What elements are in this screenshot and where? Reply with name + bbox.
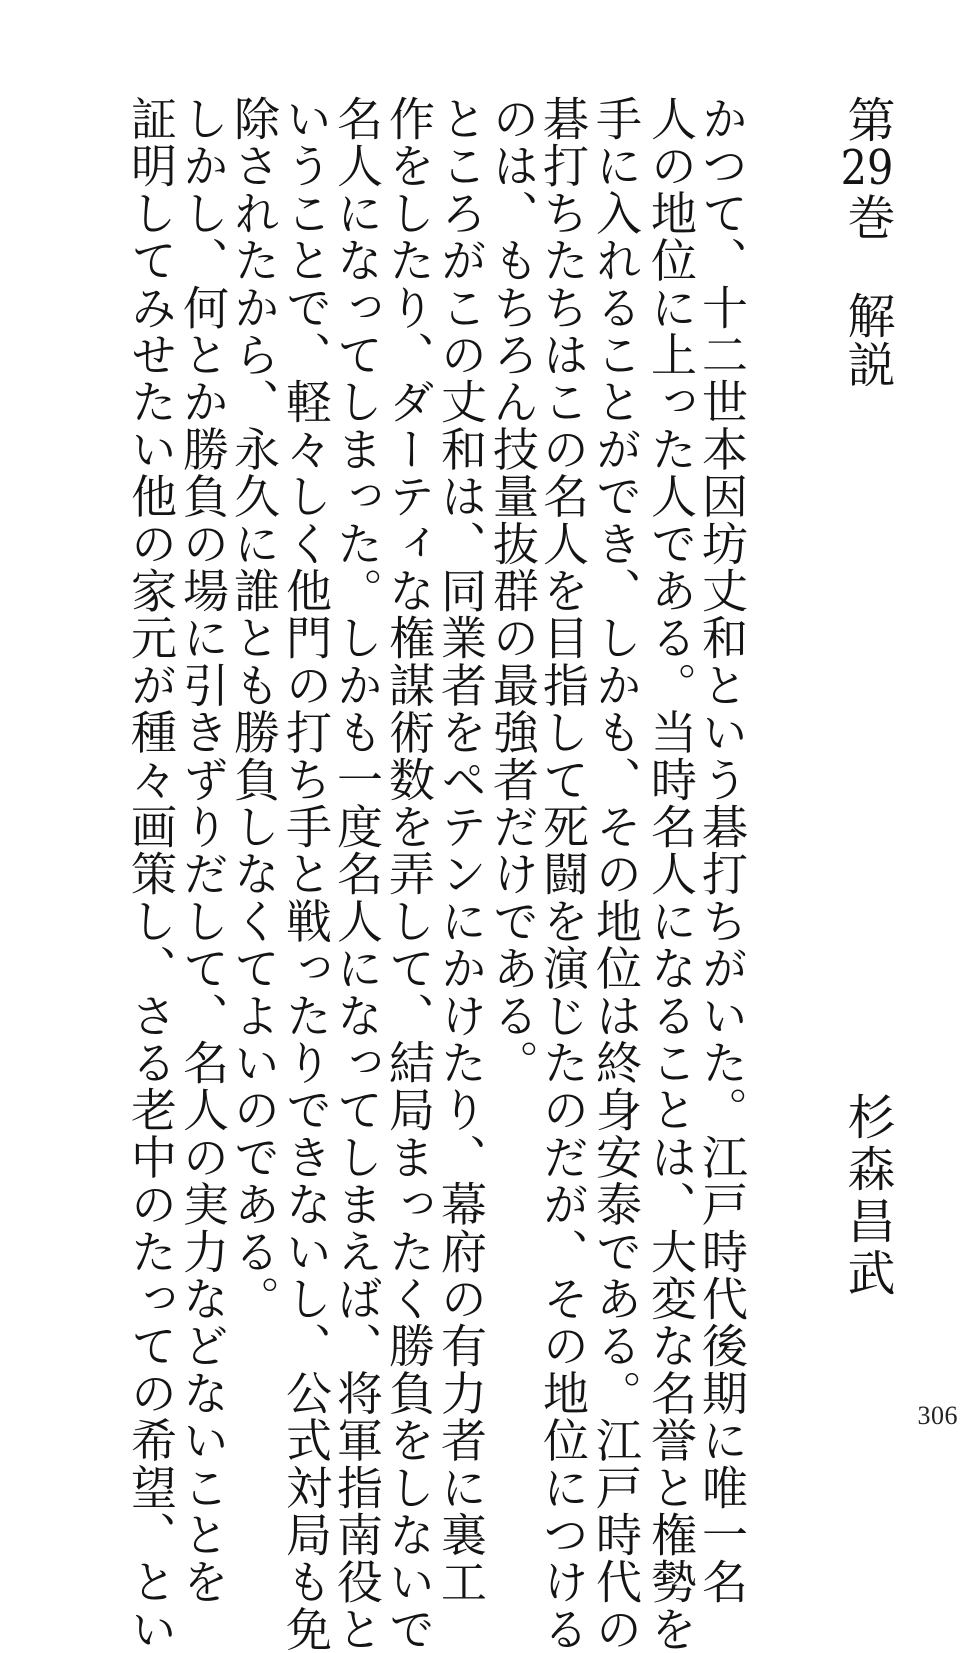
paragraph-2-line-4: いうことで、軽々しく他門の打ち手と戦ったりできないし、公式対局も免 bbox=[279, 95, 333, 1653]
paragraph-2-line-3: 名人になってしまった。しかも一度名人になってしまえば、将軍指南役と bbox=[330, 95, 384, 1653]
paragraph-1-line-2: 人の地位に上った人である。当時名人になることは、大変な名誉と権勢を bbox=[644, 95, 698, 1653]
paragraph-3-line-2: 証明してみせたい他の家元が種々画策し、さる老中のたっての希望、とい bbox=[124, 95, 178, 1653]
paragraph-3-line-1: しかし、何とか勝負の場に引きずりだして、名人の実力などないことを bbox=[176, 95, 230, 1606]
heading-rest: 巻 解説 bbox=[839, 192, 895, 390]
paragraph-1-line-1: かつて、十二世本因坊丈和という碁打ちがいた。江戸時代後期に唯一名 bbox=[695, 95, 749, 1606]
heading-prefix: 第 bbox=[839, 95, 895, 145]
heading-volume-number: 29 bbox=[840, 144, 894, 193]
page-number: 306 bbox=[917, 1401, 958, 1430]
section-heading bbox=[839, 95, 895, 390]
paragraph-1-line-3: 手に入れることができ、しかも、その地位は終身安泰である。江戸時代の bbox=[589, 95, 643, 1653]
paragraph-2-line-1: ところがこの丈和は、同業者をペテンにかけたり、幕府の有力者に裏工 bbox=[434, 95, 488, 1606]
paragraph-1-line-4: 碁打ちたちはこの名人を目指して死闘を演じたのだが、その地位につける bbox=[536, 95, 590, 1653]
paragraph-2-line-2: 作をしたり、ダーティな権謀術数を弄して、結局まったく勝負をしないで bbox=[382, 95, 436, 1653]
paragraph-2-line-5: 除されたから、永久に誰とも勝負しなくてよいのである。 bbox=[227, 95, 281, 1323]
paragraph-1-line-5: のは、もちろん技量抜群の最強者だけである。 bbox=[486, 95, 540, 1087]
author-name: 杉森昌武 bbox=[839, 1092, 895, 1300]
